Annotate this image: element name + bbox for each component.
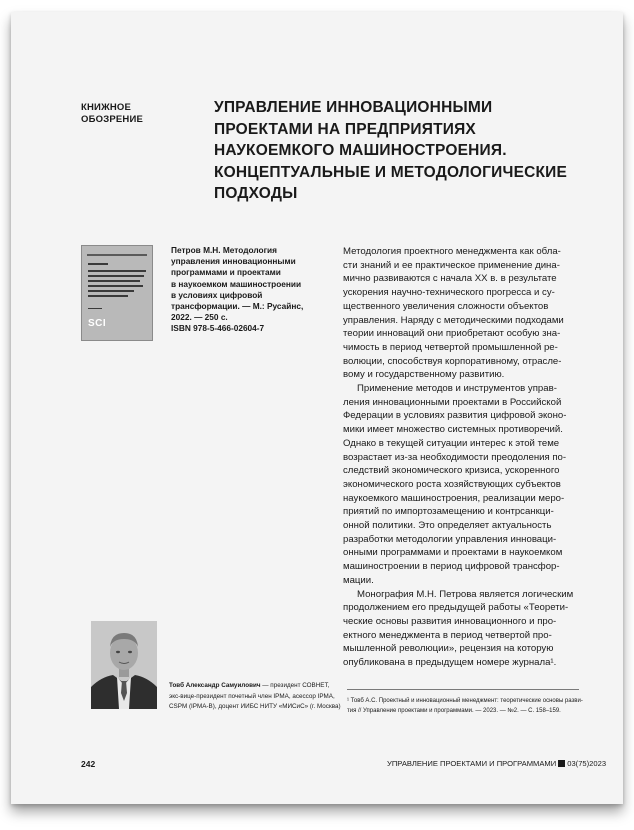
book-cover-image	[81, 245, 153, 341]
cover-band	[87, 254, 147, 256]
author-portrait-icon	[91, 621, 157, 709]
footnote-line: тия // Управление проектами и программами. — 2023. — №2. — С. 158–159.	[347, 707, 561, 714]
body-line: Методология проектного менеджмента как обла-	[343, 246, 561, 257]
body-line: наукоемкого машиностроения, реализации меро-	[343, 492, 565, 504]
square-separator-icon	[558, 760, 565, 767]
body-line: мично развиваются с начала XX в. в результате	[343, 273, 557, 285]
cover-logo: SCI	[88, 318, 107, 329]
biblio-line: управления инновационными	[171, 256, 296, 267]
body-line: ектного менеджмента в период четвертой про-	[343, 629, 552, 641]
biblio-line: 2022. — 250 с.	[171, 312, 228, 323]
body-line: возрастает из-за необходимости преодоления по-	[343, 451, 567, 463]
cover-title-line	[88, 295, 128, 297]
footnote	[347, 697, 587, 716]
cover-title-line	[88, 285, 143, 287]
body-line: Монография М.Н. Петрова является логическим	[357, 588, 574, 600]
body-line: экономического роста хозяйствующих субъектов	[343, 478, 561, 490]
cover-title-line	[88, 270, 146, 272]
running-footer	[387, 759, 607, 768]
cover-title-line	[88, 280, 140, 282]
cover-title-line	[88, 290, 134, 292]
body-line: мышленной революции», рецензия на которую	[343, 643, 554, 655]
section-label	[81, 102, 191, 126]
body-line: мики имеет множество системных противоречий.	[343, 424, 563, 436]
biblio-line: ISBN 978-5-466-02604-7	[171, 323, 265, 334]
page-number: 242	[81, 759, 96, 769]
author-bio-line: CSPM (IPMA-B), доцент ИИБС НИТУ «МИСиС» (г. Москва)	[169, 703, 341, 710]
article-body	[343, 245, 618, 670]
body-line: ускорения научно-технического прогресса и су-	[343, 287, 555, 299]
issue-number: 03(75)2023	[567, 759, 607, 768]
section-label-line: ОБОЗРЕНИЕ	[81, 114, 144, 125]
body-line: следствий экономического кризиса, ускоренного	[343, 465, 560, 477]
article-title	[214, 97, 604, 205]
biblio-line: Петров М.Н. Методология	[171, 245, 277, 255]
body-line: мации.	[343, 574, 374, 586]
cover-title-line	[88, 275, 144, 277]
biblio-line: программами и проектами	[171, 267, 281, 278]
body-line: продолжением его предыдущей работы «Теорети-	[343, 602, 569, 614]
biblio-line: в условиях цифровой	[171, 289, 263, 300]
body-line: разработки методологии управления инноваци-	[343, 533, 557, 545]
body-line: теории инноваций они приобретают особую зна-	[343, 328, 561, 340]
author-bio-line: экс-вице-президент почетный член IPMA, асессор IPMA,	[169, 692, 335, 700]
biblio-line: трансформации. — М.: Русайнс,	[171, 301, 304, 312]
title-line: УПРАВЛЕНИЕ ИННОВАЦИОННЫМИ	[214, 99, 493, 116]
body-line: Федерации в условиях развития цифровой эконо-	[343, 410, 567, 422]
cover-author-line	[88, 263, 108, 265]
title-line: КОНЦЕПТУАЛЬНЫЕ И МЕТОДОЛОГИЧЕСКИЕ	[214, 163, 568, 181]
body-line: онной политики. Это определяет актуальность	[343, 520, 552, 532]
footnote-divider	[347, 689, 579, 690]
footnote-line: ¹ Товб А.С. Проектный и инновационный менеджмент: теоретические основы разви-	[347, 698, 583, 704]
section-label-line: КНИЖНОЕ	[81, 102, 132, 113]
book-bibliography	[171, 245, 321, 335]
body-line: Применение методов и инструментов управ-	[357, 383, 557, 395]
author-bio	[169, 681, 339, 713]
journal-page	[11, 12, 623, 804]
author-photo	[91, 621, 157, 709]
body-line: управления. Наряду с методическими подходами	[343, 314, 564, 326]
body-line: Однако в текущей ситуации интерес к этой теме	[343, 437, 560, 449]
body-line: чимость в период четвертой промышленной ре-	[343, 341, 558, 353]
author-name: Товб Александр Самуилович	[169, 682, 261, 689]
title-line: ПОДХОДЫ	[214, 185, 298, 202]
author-role: — президент СОВНЕТ,	[260, 682, 330, 689]
body-line: волюции, способствуя корпоративному, отрасле-	[343, 355, 562, 367]
body-line: приятий по импортозамещению и контрсанкци-	[343, 506, 554, 518]
title-line: НАУКОЕМКОГО МАШИНОСТРОЕНИЯ.	[214, 142, 507, 159]
body-line: вому и государственному развитию.	[343, 369, 505, 381]
body-line: онными программами и проектами в наукоемком	[343, 547, 563, 559]
body-line: ческие основы развития инновационного и про-	[343, 615, 557, 627]
body-line: ления инновационными проектами в Российской	[343, 396, 562, 408]
biblio-line: в наукоемком машиностроении	[171, 278, 302, 289]
journal-name: УПРАВЛЕНИЕ ПРОЕКТАМИ И ПРОГРАММАМИ	[387, 759, 557, 768]
body-line: сти знаний и ее практическое применение дина-	[343, 259, 560, 271]
body-line: опубликована в предыдущем номере журнала¹.	[343, 657, 557, 669]
body-line: щественного увеличения сложности объектов	[343, 300, 549, 312]
title-line: ПРОЕКТАМИ НА ПРЕДПРИЯТИЯХ	[214, 120, 476, 138]
cover-publisher-line	[88, 308, 102, 309]
body-line: машиностроении в период цифровой трансфор-	[343, 561, 560, 573]
author-bio-line	[169, 681, 339, 692]
